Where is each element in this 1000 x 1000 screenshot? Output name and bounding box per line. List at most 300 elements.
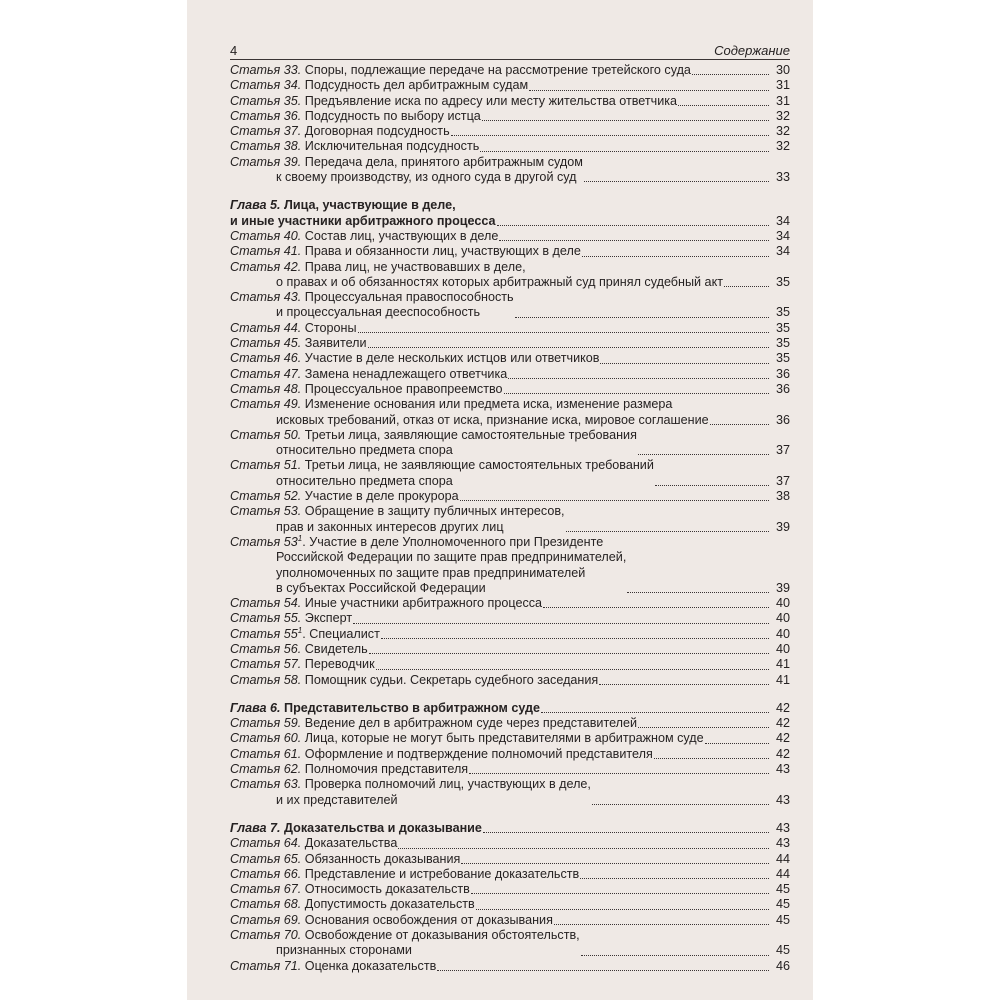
toc-entry-text <box>230 731 704 746</box>
article-label: Статья 64. <box>230 836 302 851</box>
toc-entry-text <box>230 611 352 626</box>
article-label: Статья 70. <box>230 928 302 943</box>
entry-title: Изменение основания или предмета иска, изменение размера <box>304 397 673 412</box>
toc-entry-first-line <box>230 458 654 473</box>
entry-title-continuation: относительно предмета спора <box>276 443 453 458</box>
toc-article-entry <box>230 504 790 535</box>
toc-entry-first-line <box>230 701 540 715</box>
toc-entry-first-line <box>230 777 591 792</box>
toc-article-entry <box>230 716 790 731</box>
toc-article-entry <box>230 657 790 672</box>
toc-entry-first-line <box>230 867 579 881</box>
toc-entry-text <box>230 747 653 762</box>
article-label: Статья 45. <box>230 336 302 351</box>
toc-chapter-entry <box>230 198 790 229</box>
toc-entry-first-line <box>230 336 367 350</box>
article-label: Статья 51. <box>230 458 302 473</box>
toc-article-entry <box>230 94 790 109</box>
toc-page-number: 44 <box>775 866 790 881</box>
toc-article-entry <box>230 731 790 746</box>
toc-entry-text <box>230 913 553 928</box>
entry-title: Допустимость доказательств <box>304 897 475 912</box>
toc-entry-first-line <box>230 139 479 153</box>
article-label: Статья 54. <box>230 596 302 611</box>
entry-title-continuation: и процессуальная дееспособность <box>276 305 481 320</box>
toc-entry-text <box>230 458 654 489</box>
toc-article-entry <box>230 596 790 611</box>
dot-leader <box>471 893 769 894</box>
toc-entry-first-line <box>230 397 709 412</box>
toc-entry-first-line <box>230 78 528 92</box>
toc-entry-text <box>230 321 357 336</box>
dot-leader <box>543 607 769 608</box>
toc-page-number: 46 <box>775 958 790 973</box>
entry-title: Исключительная подсудность <box>304 139 480 154</box>
entry-title: Оформление и подтверждение полномочий представителя <box>304 746 653 761</box>
entry-title: Обращение в защиту публичных интересов, <box>304 504 565 519</box>
toc-article-entry <box>230 897 790 912</box>
toc-entry-text <box>230 882 470 897</box>
toc-entry-text <box>230 139 479 154</box>
toc-article-entry <box>230 852 790 867</box>
entry-title: Заявители <box>304 336 367 351</box>
toc-entry-first-line <box>230 198 496 213</box>
toc-article-entry <box>230 290 790 321</box>
toc-article-entry <box>230 244 790 259</box>
dot-leader <box>600 363 769 364</box>
entry-title: Оценка доказательств <box>304 958 437 973</box>
dot-leader <box>692 74 769 75</box>
toc-page-number: 32 <box>775 124 790 139</box>
dot-leader <box>529 90 769 91</box>
entry-title: Освобождение от доказывания обстоятельств, <box>304 928 580 943</box>
toc-entry-text <box>230 290 514 321</box>
toc-article-entry <box>230 867 790 882</box>
toc-entry-text <box>230 777 591 808</box>
dot-leader <box>627 592 769 593</box>
article-label: Статья 34. <box>230 78 302 93</box>
entry-title: Договорная подсудность <box>304 124 450 139</box>
toc-entry-first-line <box>230 428 637 443</box>
entry-title: Иные участники арбитражного процесса <box>304 596 543 611</box>
toc-entry-text <box>230 382 503 397</box>
dot-leader <box>476 909 769 910</box>
entry-title: Подсудность дел арбитражным судам <box>304 78 529 93</box>
toc-page-number: 35 <box>775 274 790 289</box>
toc-entry-text <box>230 762 468 777</box>
toc-article-entry <box>230 959 790 974</box>
toc-page-number: 42 <box>775 716 790 731</box>
toc-article-entry <box>230 139 790 154</box>
article-label: Статья 41. <box>230 244 302 259</box>
toc-article-entry <box>230 882 790 897</box>
article-label: Статья 46. <box>230 351 302 366</box>
toc-entry-text <box>230 673 598 688</box>
article-label: Статья 48. <box>230 381 302 396</box>
article-label: Статья 61. <box>230 746 302 761</box>
toc-entry-text <box>230 852 460 867</box>
toc-entry-text <box>230 336 367 351</box>
toc-entry-first-line <box>230 928 580 943</box>
entry-title: Представление и истребование доказательств <box>304 866 580 881</box>
article-label: Статья 36. <box>230 108 302 123</box>
toc-page-number: 37 <box>775 443 790 458</box>
dot-leader <box>599 684 769 685</box>
entry-title-continuation: о правах и об обязанностях которых арбитражный суд принял судебный акт <box>276 274 723 289</box>
dot-leader <box>358 332 769 333</box>
toc-entry-first-line <box>230 913 553 927</box>
article-label: Статья 43. <box>230 290 302 305</box>
toc-entry-text <box>230 244 581 259</box>
article-label: Статья 55 <box>230 626 298 641</box>
toc-entry-text <box>230 657 375 672</box>
entry-title: Обязанность доказывания <box>304 851 461 866</box>
toc-page-number: 32 <box>775 108 790 123</box>
dot-leader <box>582 256 769 257</box>
toc-article-entry <box>230 747 790 762</box>
entry-title: Помощник судьи. Секретарь судебного заседания <box>304 672 599 687</box>
entry-title: Участие в деле прокурора <box>304 489 459 504</box>
article-label: Статья 63. <box>230 777 302 792</box>
toc-entry-first-line <box>230 852 460 866</box>
toc-page-number: 35 <box>775 351 790 366</box>
article-label: Статья 71. <box>230 958 302 973</box>
toc-page-number: 34 <box>775 213 790 228</box>
article-label: Статья 40. <box>230 228 302 243</box>
entry-title: Свидетель <box>304 641 368 656</box>
dot-leader <box>655 485 769 486</box>
toc-page-number: 43 <box>775 836 790 851</box>
entry-title-continuation: признанных сторонами <box>276 943 412 958</box>
toc-page-number: 32 <box>775 139 790 154</box>
toc-entry-first-line <box>230 821 482 835</box>
dot-leader <box>592 804 769 805</box>
chapter-label: Глава 6. <box>230 700 281 715</box>
toc-entry-first-line <box>230 673 598 687</box>
toc-entry-text <box>230 198 496 229</box>
toc-page-number: 36 <box>775 366 790 381</box>
toc-entry-text <box>230 642 368 657</box>
article-label: Статья 67. <box>230 882 302 897</box>
toc-page-number: 40 <box>775 626 790 641</box>
article-label: Статья 58. <box>230 672 302 687</box>
dot-leader <box>678 105 769 106</box>
toc-page-number: 43 <box>775 762 790 777</box>
toc-entry-first-line <box>230 244 581 258</box>
toc-article-entry <box>230 336 790 351</box>
toc-entry-first-line <box>230 124 450 138</box>
entry-title: Предъявление иска по адресу или месту жительства ответчика <box>304 93 678 108</box>
dot-leader <box>469 773 769 774</box>
entry-title-continuation: и их представителей <box>276 792 398 807</box>
dot-leader <box>497 225 769 226</box>
toc-entry-text <box>230 428 637 459</box>
toc-entry-text <box>230 627 380 642</box>
toc-article-entry <box>230 63 790 78</box>
running-title: Содержание <box>714 43 790 58</box>
dot-leader <box>369 653 769 654</box>
toc-entry-text <box>230 229 498 244</box>
toc-article-entry <box>230 627 790 642</box>
chapter-label: Глава 7. <box>230 820 281 835</box>
article-label: Статья 66. <box>230 866 302 881</box>
article-label: Статья 69. <box>230 912 302 927</box>
toc-entry-text <box>230 489 459 504</box>
toc-entry-first-line <box>230 611 352 625</box>
toc-entry-text <box>230 367 507 382</box>
toc-article-entry <box>230 913 790 928</box>
toc-article-entry <box>230 382 790 397</box>
page-number: 4 <box>230 43 238 58</box>
toc-entry-first-line <box>230 155 583 170</box>
dot-leader <box>638 454 769 455</box>
toc-entry-first-line <box>230 229 498 243</box>
entry-title: Права лиц, не участвовавших в деле, <box>304 259 526 274</box>
entry-title: Состав лиц, участвующих в деле <box>304 228 499 243</box>
toc-entry-first-line <box>230 489 459 503</box>
dot-leader <box>499 240 769 241</box>
entry-title: Доказательства <box>304 836 398 851</box>
toc-entry-first-line <box>230 504 565 519</box>
dot-leader <box>541 712 769 713</box>
toc-article-entry <box>230 428 790 459</box>
toc-page-number: 35 <box>775 320 790 335</box>
entry-title: Процессуальная правоспособность <box>304 290 514 305</box>
toc-article-entry <box>230 109 790 124</box>
dot-leader <box>480 151 769 152</box>
toc-article-entry <box>230 321 790 336</box>
toc-entry-text <box>230 716 637 731</box>
entry-title: Третьи лица, не заявляющие самостоятельных требований <box>304 458 654 473</box>
toc-entry-text <box>230 397 709 428</box>
toc-article-entry <box>230 229 790 244</box>
dot-leader <box>584 181 769 182</box>
dot-leader <box>566 531 769 532</box>
toc-entry-first-line <box>230 109 481 123</box>
dot-leader <box>724 286 769 287</box>
toc-article-entry <box>230 611 790 626</box>
toc-page-number: 36 <box>775 412 790 427</box>
toc-entry-first-line: Статья $55^1$. Специалист <box>230 625 380 641</box>
toc-entry-first-line <box>230 959 436 973</box>
entry-title: Эксперт <box>304 611 353 626</box>
toc-page-number: 34 <box>775 228 790 243</box>
toc-page-number: 33 <box>775 170 790 185</box>
dot-leader <box>581 955 769 956</box>
entry-title: Ведение дел в арбитражном суде через представителей <box>304 716 638 731</box>
article-label: Статья 49. <box>230 397 302 412</box>
toc-article-entry <box>230 78 790 93</box>
toc-entry-first-line <box>230 260 723 275</box>
entry-title: Права и обязанности лиц, участвующих в деле <box>304 244 581 259</box>
toc-entry-text <box>230 109 481 124</box>
toc-entry-text <box>230 867 579 882</box>
toc-page-number: 42 <box>775 700 790 715</box>
toc-page-number: 42 <box>775 731 790 746</box>
toc-entry-first-line <box>230 836 397 850</box>
toc-page-number: 30 <box>775 63 790 77</box>
article-label: Статья 55. <box>230 611 302 626</box>
dot-leader <box>398 848 769 849</box>
toc-article-entry <box>230 836 790 851</box>
article-label: Статья 35. <box>230 93 302 108</box>
article-label: Статья 33. <box>230 63 302 77</box>
entry-title-continuation: в субъектах Российской Федерации <box>276 580 486 595</box>
toc-article-entry <box>230 642 790 657</box>
toc-article-entry <box>230 351 790 366</box>
entry-title: Переводчик <box>304 657 375 672</box>
toc-page-number: 45 <box>775 912 790 927</box>
toc-page-number: 34 <box>775 244 790 259</box>
toc-article-entry <box>230 777 790 808</box>
article-label: Статья 52. <box>230 489 302 504</box>
entry-title: Стороны <box>304 320 357 335</box>
toc-entry-first-line <box>230 716 637 730</box>
toc-entry-text <box>230 535 626 596</box>
toc-article-entry <box>230 458 790 489</box>
toc-entry-text <box>230 897 475 912</box>
article-label: Статья 42. <box>230 259 302 274</box>
dot-leader <box>654 758 769 759</box>
toc-entry-first-line <box>230 642 368 656</box>
toc-entry-first-line <box>230 382 503 396</box>
toc-entry-first-line <box>230 321 357 335</box>
dot-leader <box>483 832 769 833</box>
chapter-label: Глава 5. <box>230 198 281 213</box>
toc-page-number: 40 <box>775 596 790 611</box>
toc-entry-text <box>230 504 565 535</box>
toc-page-number: 35 <box>775 305 790 320</box>
toc-article-entry <box>230 124 790 139</box>
toc-entry-first-line <box>230 351 599 365</box>
toc-page-number: 41 <box>775 657 790 672</box>
toc-article-entry <box>230 155 790 186</box>
toc-page-number: 43 <box>775 792 790 807</box>
dot-leader <box>461 863 769 864</box>
entry-title-continuation: уполномоченных по защите прав предпринимателей <box>276 565 586 580</box>
entry-title-continuation: исковых требований, отказ от иска, признание иска, мировое соглашение <box>276 412 709 427</box>
table-of-contents <box>230 63 790 974</box>
toc-page-number: 38 <box>775 489 790 504</box>
toc-entry-first-line <box>230 290 514 305</box>
toc-page-number: 31 <box>775 78 790 93</box>
toc-page-number: 37 <box>775 473 790 488</box>
entry-title: Споры, подлежащие передаче на рассмотрение третейского суда <box>304 63 691 77</box>
article-label: Статья 57. <box>230 657 302 672</box>
dot-leader <box>508 378 769 379</box>
entry-title: Участие в деле Уполномоченного при Президенте <box>309 534 604 549</box>
article-superscript: 1 <box>297 625 303 635</box>
article-label: Статья 38. <box>230 139 302 154</box>
article-label: Статья 60. <box>230 731 302 746</box>
toc-entry-first-line <box>230 882 470 896</box>
entry-title: Процессуальное правопреемство <box>304 381 503 396</box>
toc-page-number: 44 <box>775 851 790 866</box>
toc-page-number: 42 <box>775 746 790 761</box>
entry-title: Передача дела, принятого арбитражным судом <box>304 154 583 169</box>
dot-leader <box>376 669 769 670</box>
entry-title: Доказательства и доказывание <box>284 820 482 835</box>
dot-leader <box>381 638 769 639</box>
toc-article-entry <box>230 397 790 428</box>
running-header <box>230 36 790 60</box>
toc-page-number: 31 <box>775 93 790 108</box>
dot-leader <box>515 317 769 318</box>
toc-entry-text <box>230 155 583 186</box>
toc-entry-text <box>230 821 482 836</box>
article-label: Статья 59. <box>230 716 302 731</box>
toc-page-number: 40 <box>775 641 790 656</box>
dot-leader <box>437 970 769 971</box>
toc-article-entry <box>230 367 790 382</box>
dot-leader <box>705 743 769 744</box>
entry-title: Участие в деле нескольких истцов или ответчиков <box>304 351 600 366</box>
article-label: Статья 50. <box>230 427 302 442</box>
entry-title-continuation: относительно предмета спора <box>276 473 453 488</box>
toc-article-entry <box>230 489 790 504</box>
toc-article-entry <box>230 260 790 291</box>
dot-leader <box>554 924 769 925</box>
entry-title-continuation: прав и законных интересов других лиц <box>276 519 504 534</box>
toc-entry-text <box>230 351 599 366</box>
toc-article-entry <box>230 762 790 777</box>
article-label: Статья 65. <box>230 851 302 866</box>
dot-leader <box>353 623 769 624</box>
toc-entry-first-line <box>230 747 653 761</box>
entry-title-continuation: и иные участники арбитражного процесса <box>230 213 496 228</box>
entry-title-continuation: к своему производству, из одного суда в другой суд <box>276 170 577 185</box>
toc-entry-first-line <box>230 94 677 108</box>
article-label: Статья 53 <box>230 534 298 549</box>
toc-page-number: 40 <box>775 611 790 626</box>
toc-entry-first-line <box>230 762 468 776</box>
toc-entry-first-line <box>230 731 704 745</box>
entry-title: Проверка полномочий лиц, участвующих в деле, <box>304 777 591 792</box>
entry-title: Подсудность по выбору истца <box>304 108 481 123</box>
entry-title: Специалист <box>309 626 380 641</box>
toc-entry-first-line <box>230 897 475 911</box>
toc-page-number: 35 <box>775 336 790 351</box>
toc-entry-text <box>230 836 397 851</box>
dot-leader <box>451 135 769 136</box>
toc-article-entry <box>230 673 790 688</box>
toc-entry-text <box>230 260 723 291</box>
toc-entry-text <box>230 959 436 974</box>
article-label: Статья 53. <box>230 504 302 519</box>
entry-title: Основания освобождения от доказывания <box>304 912 553 927</box>
dot-leader <box>460 500 769 501</box>
entry-title: Относимость доказательств <box>304 882 470 897</box>
toc-page-number: 41 <box>775 672 790 687</box>
article-label: Статья 39. <box>230 154 302 169</box>
dot-leader <box>482 120 769 121</box>
toc-entry-first-line <box>230 367 507 381</box>
toc-page-number: 36 <box>775 381 790 396</box>
toc-entry-text <box>230 78 528 93</box>
article-label: Статья 62. <box>230 762 302 777</box>
toc-chapter-entry <box>230 701 790 716</box>
toc-entry-first-line: Статья $53^1$. Участие в деле Уполномоченного при Президенте <box>230 533 604 549</box>
dot-leader <box>368 347 769 348</box>
entry-title: Третьи лица, заявляющие самостоятельные требования <box>304 427 637 442</box>
toc-entry-first-line <box>230 657 375 671</box>
article-label: Статья 37. <box>230 124 302 139</box>
article-superscript: 1 <box>297 533 303 543</box>
toc-page-number: 39 <box>775 519 790 534</box>
entry-title: Лица, участвующие в деле, <box>284 198 456 213</box>
toc-entry-text <box>230 63 691 78</box>
dot-leader <box>710 424 769 425</box>
